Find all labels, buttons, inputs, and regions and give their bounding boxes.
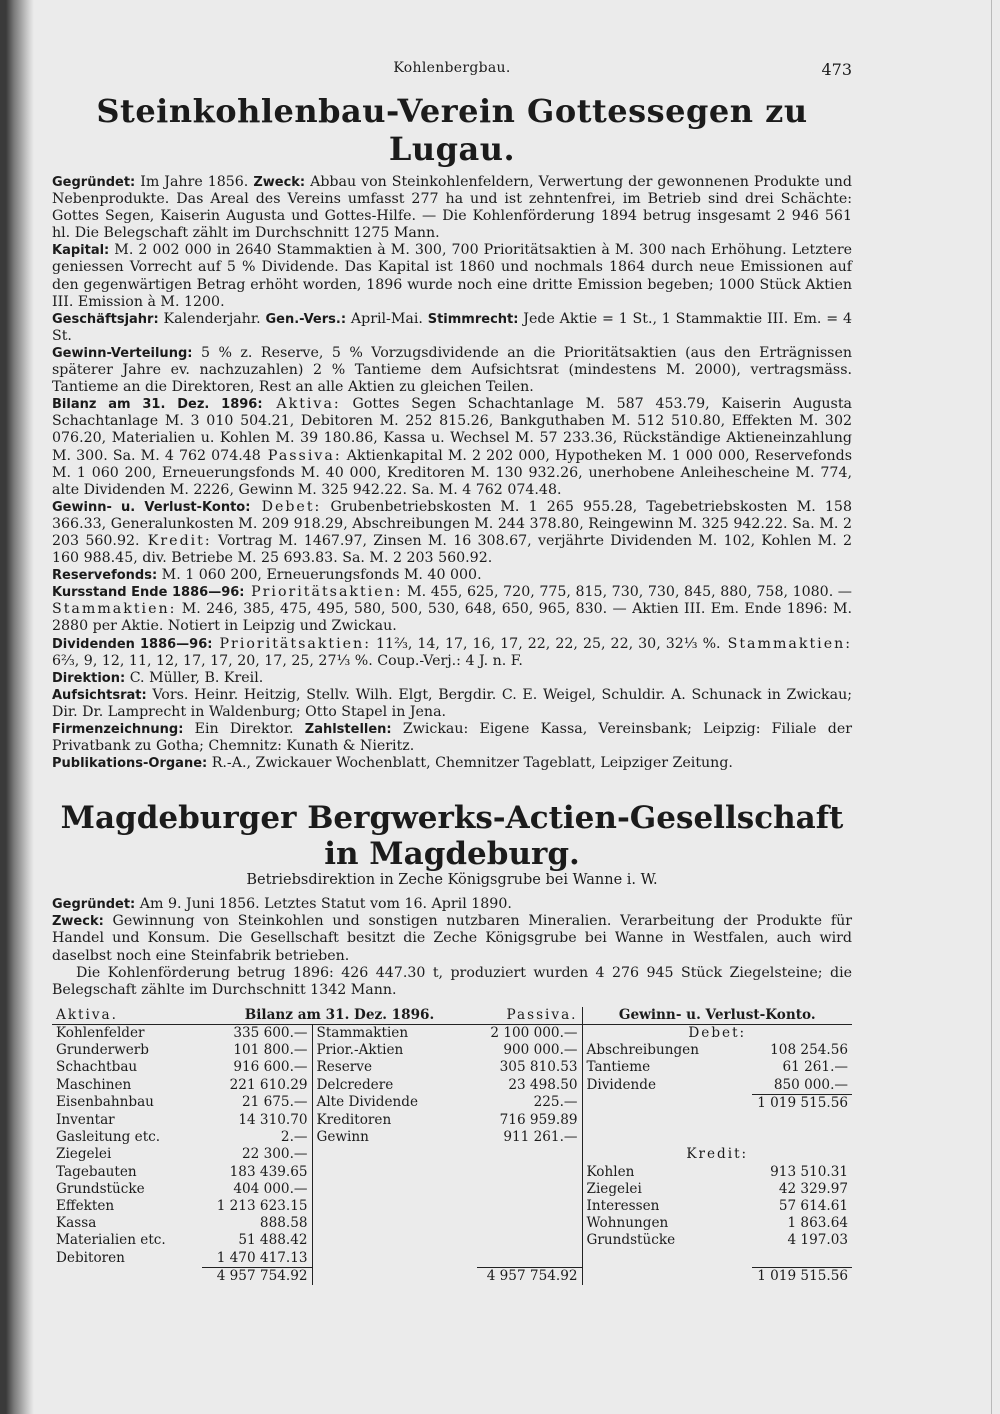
text: Am 9. Juni 1856. Letztes Statut vom 16. April 1890. [135, 896, 512, 913]
text: R.-A., Zwickauer Wochenblatt, Chemnitzer Tageblatt, Leipziger Zeitung. [207, 755, 733, 772]
kredit-name: Wohnungen [582, 1215, 752, 1232]
label-dividenden: Dividenden 1886—96: [52, 636, 213, 652]
balance-row [52, 1198, 852, 1215]
section-gap [52, 772, 852, 800]
kredit-name: Grundstücke [582, 1232, 752, 1249]
debet-value: 850 000.— [773, 1076, 848, 1093]
kredit-value: 1 863.64 [787, 1215, 848, 1232]
label-firmenzeichnung: Firmenzeichnung: [52, 722, 184, 737]
passiva-value: 716 959.89 [499, 1112, 578, 1129]
para-firmenzeichnung [52, 721, 852, 755]
scan-binding-edge [0, 0, 34, 1414]
aktiva-value: 101 800.— [233, 1042, 308, 1059]
aktiva-name: Grunderwerb [56, 1042, 149, 1059]
empty-cell [752, 1129, 852, 1146]
scan-right-edge [991, 0, 992, 1414]
label-aufsichtsrat: Aufsichtsrat: [52, 687, 147, 703]
balance-total-row [52, 1267, 852, 1285]
balance-row [52, 1025, 852, 1043]
label-gewinn-verlust: Gewinn- u. Verlust-Konto: [52, 499, 251, 515]
passiva-label: Passiva. [506, 1006, 578, 1023]
label-zweck: Zweck: [52, 914, 104, 930]
empty-cell [582, 1094, 752, 1112]
kredit-value: 4 197.03 [787, 1232, 848, 1249]
aktiva-label: Aktiva. [56, 1006, 118, 1023]
label-stammaktien: Stammaktien: [52, 601, 177, 618]
label-stimmrecht: Stimmrecht: [427, 311, 519, 327]
aktiva-value: 51 488.42 [238, 1232, 308, 1249]
para-m-zweck [52, 913, 852, 964]
label-geschaeftsjahr: Geschäftsjahr: [52, 311, 159, 327]
empty-cell [752, 1250, 852, 1268]
para-gewinn-verlust [52, 499, 852, 567]
para-direktion [52, 670, 852, 687]
section-title-lugau: Steinkohlenbau-Verein Gottessegen zu Lugau. [96, 92, 808, 168]
aktiva-name: Ziegelei [56, 1146, 112, 1163]
text: Ein Direktor. [183, 721, 305, 737]
label-gewinn-verteilung: Gewinn-Verteilung: [52, 345, 193, 361]
empty-cell [312, 1232, 477, 1249]
passiva-value: 305 810.53 [499, 1059, 578, 1076]
para-geschaeftsjahr [52, 311, 852, 345]
text: Gottes Segen Schachtanlage M. 587 453.79, Kaiserin Augusta Schachtanlage M. 3 010 504.21, Debitoren M. 252 815.26, Bankguthaben M. 512 510.80, Effekten M. 302 076.20, Materialien u. Kohlen M. 39 180.86, Kassa u. Wechsel M. 57 233.36, Rückständige Aktieneinzahlung M. 300. Sa. M. 4 762 074.48 [52, 396, 852, 464]
passiva-value: 911 261.— [503, 1129, 578, 1146]
balance-row [52, 1181, 852, 1198]
para-m-gegruendet [52, 896, 852, 913]
label-zahlstellen: Zahlstellen: [304, 722, 392, 737]
aktiva-value: 1 470 417.13 [216, 1249, 308, 1266]
passiva-name: Gewinn [312, 1129, 477, 1146]
aktiva-name: Materialien etc. [56, 1232, 166, 1249]
balance-row [52, 1215, 852, 1232]
label-gen-vers: Gen.-Vers.: [265, 311, 347, 327]
balance-row [52, 1042, 852, 1059]
balance-row [52, 1112, 852, 1129]
text: Zwickau: Eigene Kassa, Vereinsbank; Leipzig: Filiale der Privatbank zu Gotha; Chemnitz: Kunath & Nieritz. [52, 721, 852, 755]
document-page [52, 60, 852, 1285]
aktiva-name: Grundstücke [56, 1180, 145, 1197]
passiva-value: 2 100 000.— [477, 1025, 582, 1043]
text: Gewinnung von Steinkohlen und sonstigen nutzbaren Mineralien. Verarbeitung der Produkte für Handel und Konsum. Die Gesellschaft besitzt die Zeche Königsgrube bei Wanne in Westfalen, auch wird daselbst noch eine Steinfabrik betrieben. [52, 913, 852, 964]
passiva-value: 900 000.— [503, 1042, 578, 1059]
empty-cell [52, 1267, 202, 1285]
empty-cell [752, 1112, 852, 1129]
label-passiva: Passiva: [260, 447, 342, 464]
para-gewinn-verteilung [52, 345, 852, 396]
text: Vors. Heinr. Heitzig, Stellv. Wilh. Elgt, Bergdir. C. E. Weigel, Schuldir. A. Schunack in Zwickau; Dir. Dr. Lamprecht in Waldenburg; Otto Stapel in Jena. [52, 686, 852, 720]
empty-cell [477, 1215, 582, 1232]
passiva-name: Reserve [312, 1059, 477, 1076]
kredit-total: 1 019 515.56 [752, 1267, 852, 1285]
aktiva-name: Maschinen [56, 1076, 132, 1093]
para-m-foerderung: Die Kohlenförderung betrug 1896: 426 447.30 t, produziert wurden 4 276 945 Stück Ziegelsteine; die Belegschaft zählte im Durchschnitt 1342 Mann. [52, 964, 852, 998]
para-reservefonds [52, 567, 852, 584]
debet-name: Dividende [582, 1077, 752, 1095]
aktiva-value: 916 600.— [233, 1059, 308, 1076]
text: C. Müller, B. Kreil. [125, 669, 264, 686]
kredit-name: Ziegelei [582, 1181, 752, 1198]
passiva-value: 225.— [533, 1094, 578, 1111]
passiva-name: Delcredere [312, 1077, 477, 1095]
balance-row [52, 1059, 852, 1076]
label-kredit: Kredit: [139, 532, 212, 549]
empty-cell [582, 1112, 752, 1129]
aktiva-value: 888.58 [259, 1215, 308, 1232]
text: Kalenderjahr. [158, 310, 266, 327]
aktiva-name: Kassa [56, 1215, 97, 1232]
label-aktiva: Aktiva: [262, 396, 341, 413]
page-header [52, 60, 852, 86]
guv-side-label: Debet: [582, 1025, 852, 1043]
balance-row [52, 1232, 852, 1249]
balance-body [52, 1007, 852, 1285]
empty-cell [312, 1164, 477, 1181]
label-debet: Debet: [250, 498, 322, 515]
debet-name: Tantieme [582, 1059, 752, 1076]
passiva-value: 23 498.50 [508, 1076, 578, 1093]
aktiva-name: Kohlenfelder [52, 1025, 202, 1043]
para-publikations-organe [52, 755, 852, 772]
empty-cell [477, 1198, 582, 1215]
text: M. 1 060 200, Erneuerungsfonds M. 40 000. [157, 567, 482, 584]
text: Grubenbetriebskosten M. 1 265 955.28, Tagebetriebskosten M. 158 366.33, Generalunkosten M. 209 918.29, Abschreibungen M. 244 378.80, Reingewinn M. 325 942.22. Sa. M. 2 203 560.92. [52, 498, 852, 549]
para-aufsichtsrat [52, 687, 852, 721]
debet-name: Abschreibungen [582, 1042, 752, 1059]
aktiva-name: Inventar [56, 1112, 115, 1129]
passiva-name: Prior.-Aktien [312, 1042, 477, 1059]
empty-cell [312, 1250, 477, 1268]
text: Abbau von Steinkohlenfeldern, Verwertung der gewonnenen Produkte und Nebenprodukte. Das Areal des Vereins umfasst 277 ha und ist zehntenfrei, im Betrieb sind drei Schächte: Gottes Segen, Kaiserin Augusta und Gottes-Hilfe. — Die Kohlenförderung 1894 betrug insgesamt 2 946 561 hl. Die Belegschaft zählt im Durchschnitt 1275 Mann. [52, 174, 852, 242]
debet-value: 61 261.— [782, 1059, 848, 1076]
passiva-name: Alte Dividende [312, 1094, 477, 1112]
para-kapital [52, 242, 852, 310]
guv-label: Gewinn- u. Verlust-Konto. [582, 1007, 852, 1025]
aktiva-value: 404 000.— [233, 1180, 308, 1197]
balance-row [52, 1250, 852, 1268]
empty-cell [477, 1146, 582, 1163]
passiva-total: 4 957 754.92 [477, 1267, 582, 1285]
aktiva-value: 1 213 623.15 [216, 1198, 308, 1215]
aktiva-name: Debitoren [56, 1249, 125, 1266]
balance-header-row [52, 1007, 852, 1025]
running-title: Kohlenbergbau. [393, 60, 511, 76]
empty-cell [582, 1129, 752, 1146]
aktiva-value: 21 675.— [242, 1094, 308, 1111]
empty-cell [582, 1250, 752, 1268]
section-title-magdeburg: Magdeburger Bergwerks-Actien-Gesellschaft in Magdeburg. [60, 800, 844, 873]
debet-total: 1 019 515.56 [752, 1094, 852, 1112]
text: M. 246, 385, 475, 495, 580, 500, 530, 648, 650, 965, 830. — Aktien III. Em. Ende 1896: M. 2880 per Aktie. Notiert in Leipzig und Zwickau. [52, 601, 852, 635]
label-gegruendet: Gegründet: [52, 175, 136, 190]
balance-row [52, 1129, 852, 1146]
aktiva-value: 2.— [280, 1129, 308, 1146]
passiva-name: Stammaktien [312, 1025, 477, 1043]
text: 5 % z. Reserve, 5 % Vorzugsdividende an die Prioritätsaktien (aus den Erträgnissen späterer Jahre ev. nachzuzahlen) 2 % Tantieme dem Aufsichtsrat (mindestens M. 2000), vertragsmäss. Tantieme an die Direktoren, Rest an alle Aktien zu gleichen Teilen. [52, 344, 852, 396]
bilanz-label: Bilanz am 31. Dez. 1896. [244, 1006, 435, 1023]
text: Vortrag M. 1467.97, Zinsen M. 16 308.67, verjährte Dividenden M. 102, Kohlen M. 2 160 988.45, div. Betriebe M. 25 693.83. Sa. M. 2 203 560.92. [52, 532, 853, 567]
balance-row [52, 1077, 852, 1095]
aktiva-value: 335 600.— [202, 1025, 312, 1043]
label-zweck: Zweck: [253, 175, 306, 190]
empty-cell [477, 1164, 582, 1181]
empty-cell [477, 1250, 582, 1268]
page-number: 473 [821, 60, 852, 79]
balance-row [52, 1094, 852, 1112]
passiva-name: Kreditoren [312, 1112, 477, 1129]
para-bilanz [52, 396, 852, 499]
text: 11⅔, 14, 17, 16, 17, 22, 22, 25, 22, 30, 32⅓ %. [370, 635, 721, 652]
empty-cell [477, 1232, 582, 1249]
debet-value: 108 254.56 [770, 1042, 848, 1059]
para-dividenden [52, 636, 852, 670]
label-kursstand: Kursstand Ende 1886—96: [52, 585, 245, 601]
text: 6⅔, 9, 12, 11, 12, 17, 17, 20, 17, 25, 27⅓ %. Coup.-Verj.: 4 J. n. F. [52, 652, 523, 669]
empty-cell [312, 1198, 477, 1215]
text: M. 455, 625, 720, 775, 815, 730, 730, 845, 880, 758, 1080. — [402, 584, 852, 601]
label-prioritaetsaktien: Prioritätsaktien: [244, 584, 403, 601]
balance-row [52, 1164, 852, 1181]
balance-table [52, 1007, 852, 1285]
empty-cell [582, 1267, 752, 1285]
aktiva-value: 22 300.— [242, 1146, 308, 1163]
kredit-value: 57 614.61 [778, 1198, 848, 1215]
label-direktion: Direktion: [52, 670, 126, 686]
kredit-value: 42 329.97 [778, 1180, 848, 1197]
empty-cell [477, 1181, 582, 1198]
empty-cell [312, 1181, 477, 1198]
para-gegruendet-zweck [52, 174, 852, 242]
label-prioritaetsaktien: Prioritätsaktien: [212, 635, 371, 652]
empty-cell [312, 1215, 477, 1232]
text: Im Jahre 1856. [135, 174, 254, 190]
kredit-value: 913 510.31 [770, 1163, 848, 1180]
text: April-Mai. [346, 310, 428, 327]
aktiva-name: Effekten [56, 1198, 115, 1215]
guv-side-label: Kredit: [582, 1146, 852, 1163]
aktiva-total: 4 957 754.92 [202, 1267, 312, 1285]
label-gegruendet: Gegründet: [52, 897, 136, 913]
aktiva-value: 183 439.65 [229, 1163, 308, 1180]
para-kursstand [52, 584, 852, 635]
kredit-name: Interessen [582, 1198, 752, 1215]
label-kapital: Kapital: [52, 243, 110, 259]
aktiva-value: 14 310.70 [238, 1112, 308, 1129]
empty-cell [312, 1146, 477, 1163]
aktiva-name: Eisenbahnbau [56, 1094, 154, 1111]
text: M. 2 002 000 in 2640 Stammaktien à M. 300, 700 Prioritätsaktien à M. 300 nach Erhöhung. Letztere geniessen Vorrecht auf 5 % Dividende. Das Kapital ist 1860 und nochmals 1864 durch neue Emissionen auf den gegenwärtigen Betrag erhöht worden, 1896 wurde noch eine dritte Emission begeben; 1000 Stück Aktien III. Emission à M. 1200. [52, 242, 852, 310]
text: Aktienkapital M. 2 202 000, Hypotheken M. 1 000 000, Reservefonds M. 1 060 200, Erneuerungsfonds M. 40 000, Kreditoren M. 130 932.26, unerhobene Anleihescheine M. 774, alte Dividenden M. 2226, Gewinn M. 325 942.22. Sa. M. 4 762 074.48. [52, 447, 852, 498]
aktiva-name: Gasleitung etc. [56, 1129, 161, 1146]
section-subtitle: Betriebsdirektion in Zeche Königsgrube bei Wanne i. W. [246, 872, 658, 889]
aktiva-name: Tagebauten [56, 1163, 137, 1180]
aktiva-name: Schachtbau [56, 1059, 138, 1076]
aktiva-value: 221 610.29 [229, 1076, 308, 1093]
kredit-name: Kohlen [582, 1164, 752, 1181]
label-publikations-organe: Publikations-Organe: [52, 756, 208, 772]
label-bilanz: Bilanz am 31. Dez. 1896: [52, 397, 263, 413]
label-reservefonds: Reservefonds: [52, 568, 158, 584]
text: Jede Aktie = 1 St., 1 Stammaktie III. Em. = 4 St. [52, 310, 853, 344]
label-stammaktien: Stammaktien: [720, 635, 853, 652]
empty-cell [312, 1267, 477, 1285]
balance-row [52, 1146, 852, 1163]
